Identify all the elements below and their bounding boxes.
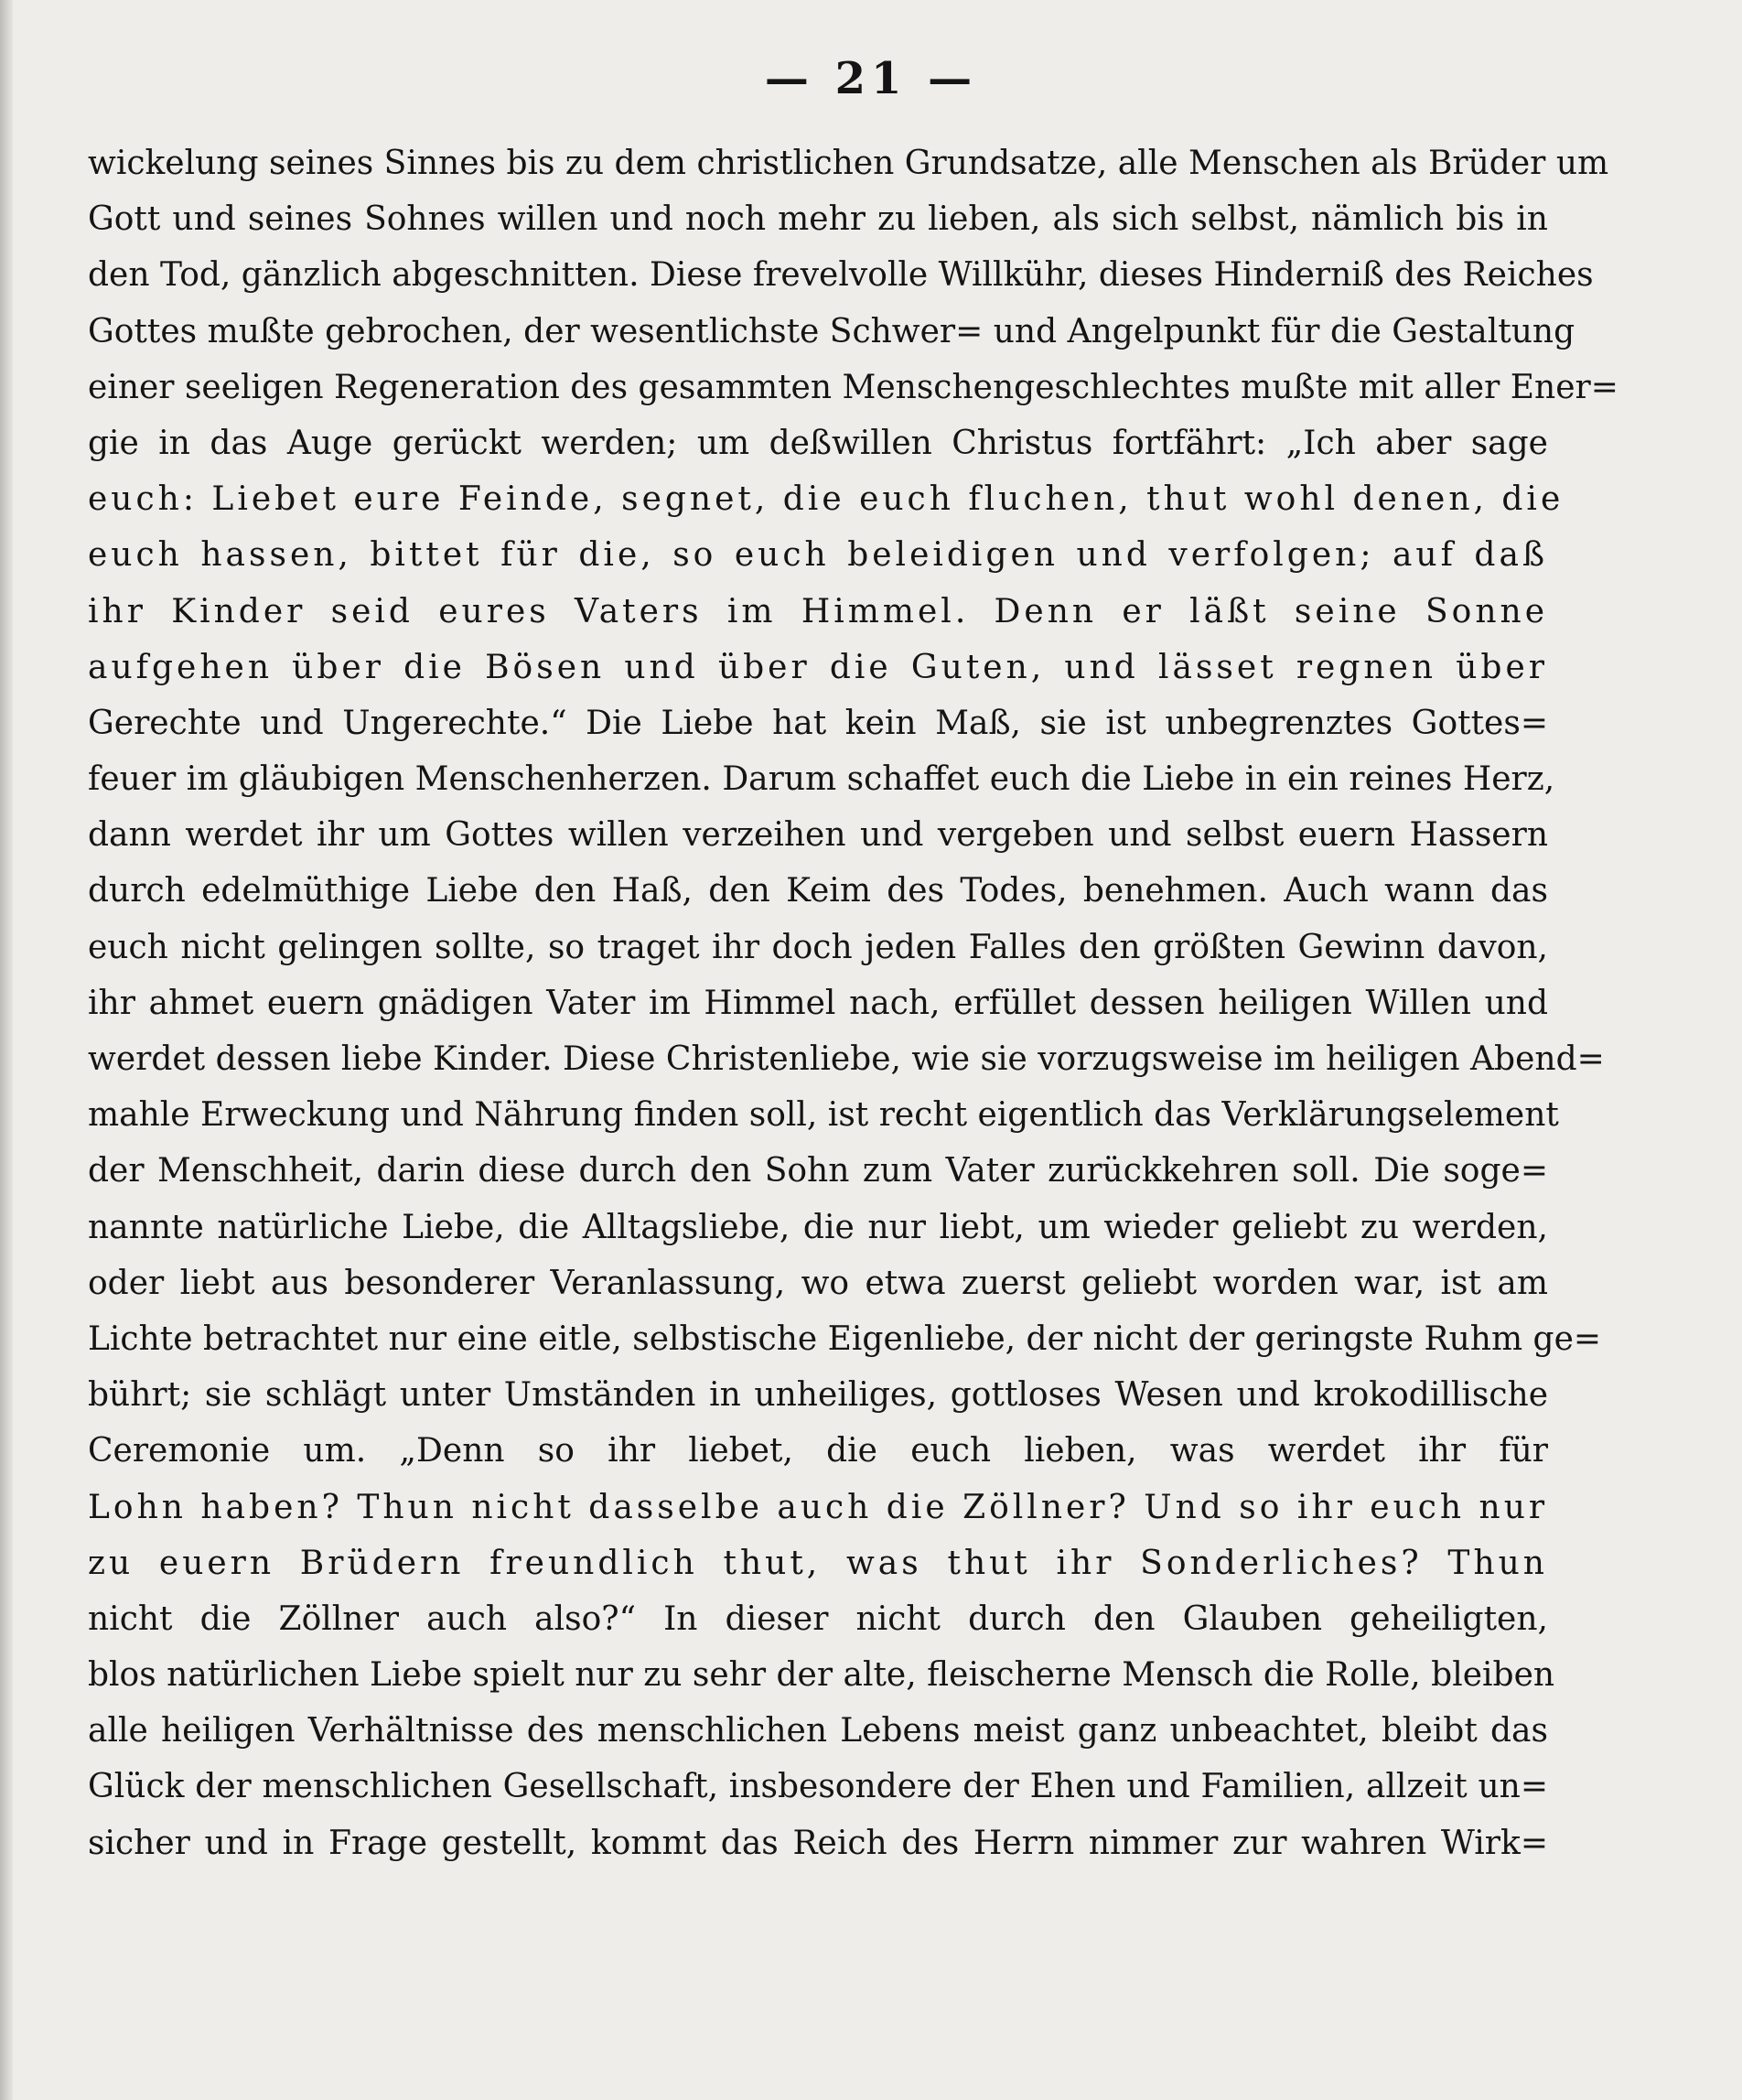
text-line: mahle Erweckung und Nährung finden soll, ist recht eigentlich das Verklärungselement	[88, 1096, 1559, 1135]
text-line: Gerechte und Ungerechte.“ Die Liebe hat kein Maß, sie ist unbegrenztes Gottes=	[88, 704, 1548, 742]
text-line: Lichte betrachtet nur eine eitle, selbstische Eigenliebe, der nicht der geringste Ruhm ge=	[88, 1319, 1602, 1358]
text-line: oder liebt aus besonderer Veranlassung, wo etwa zuerst geliebt worden war, ist am	[88, 1264, 1548, 1302]
text-line: Glück der menschlichen Gesellschaft, insbesondere der Ehen und Familien, allzeit un=	[88, 1768, 1548, 1806]
text-line: zu euern Brüdern freundlich thut, was thut ihr Sonderliches? Thun	[88, 1544, 1548, 1582]
text-line: den Tod, gänzlich abgeschnitten. Diese frevelvolle Willkühr, dieses Hinderniß des Reiches	[88, 256, 1594, 295]
text-line: Gottes mußte gebrochen, der wesentlichste Schwer= und Angelpunkt für die Gestaltung	[88, 312, 1575, 350]
text-line: dann werdet ihr um Gottes willen verzeihen und vergeben und selbst euern Hassern	[88, 816, 1548, 855]
text-line: werdet dessen liebe Kinder. Diese Christenliebe, wie sie vorzugsweise im heiligen Abend=	[88, 1040, 1605, 1078]
text-line: gie in das Auge gerückt werden; um deßwillen Christus fortfährt: „Ich aber sage	[88, 424, 1548, 462]
text-line: durch edelmüthige Liebe den Haß, den Keim des Todes, benehmen. Auch wann das	[88, 872, 1548, 910]
text-line: euch hassen, bittet für die, so euch beleidigen und verfolgen; auf daß	[88, 536, 1548, 575]
page-number-header: — 21 —	[764, 53, 978, 104]
text-line: wickelung seines Sinnes bis zu dem christlichen Grundsatze, alle Menschen als Brüder um	[88, 145, 1609, 182]
text-line: euch: Liebet eure Feinde, segnet, die euch fluchen, thut wohl denen, die	[88, 480, 1565, 519]
text-line: nicht die Zöllner auch also?“ In dieser nicht durch den Glauben geheiligten,	[88, 1599, 1548, 1638]
text-line: feuer im gläubigen Menschenherzen. Darum schaffet euch die Liebe in ein reines Herz,	[88, 760, 1555, 799]
text-line: alle heiligen Verhältnisse des menschlichen Lebens meist ganz unbeachtet, bleibt das	[88, 1712, 1548, 1750]
text-line: Lohn haben? Thun nicht dasselbe auch die Zöllner? Und so ihr euch nur	[88, 1488, 1549, 1526]
text-line: sicher und in Frage gestellt, kommt das Reich des Herrn nimmer zur wahren Wirk=	[88, 1824, 1548, 1862]
text-line: ihr Kinder seid eures Vaters im Himmel. Denn er läßt seine Sonne	[88, 592, 1548, 630]
text-line: ihr ahmet euern gnädigen Vater im Himmel nach, erfüllet dessen heiligen Willen und	[88, 984, 1548, 1022]
text-line: der Menschheit, darin diese durch den Sohn zum Vater zurückkehren soll. Die soge=	[88, 1152, 1548, 1190]
body-text	[88, 135, 1618, 1871]
text-line: euch nicht gelingen sollte, so traget ihr doch jeden Falles den größten Gewinn davon,	[88, 928, 1548, 966]
text-line: nannte natürliche Liebe, die Alltagsliebe, die nur liebt, um wieder geliebt zu werden,	[88, 1208, 1548, 1246]
text-line: Gott und seines Sohnes willen und noch mehr zu lieben, als sich selbst, nämlich bis in	[88, 200, 1548, 239]
text-line: blos natürlichen Liebe spielt nur zu sehr der alte, fleischerne Mensch die Rolle, bleiben	[88, 1656, 1555, 1695]
text-line: aufgehen über die Bösen und über die Guten, und lässet regnen über	[88, 648, 1548, 686]
text-line: Ceremonie um. „Denn so ihr liebet, die euch lieben, was werdet ihr für	[88, 1432, 1548, 1470]
page-spine-shadow	[0, 0, 13, 2100]
text-line: einer seeligen Regeneration des gesammten Menschengeschlechtes mußte mit aller Ener=	[88, 368, 1618, 406]
text-line: bührt; sie schlägt unter Umständen in unheiliges, gottloses Wesen und krokodillische	[88, 1376, 1548, 1415]
